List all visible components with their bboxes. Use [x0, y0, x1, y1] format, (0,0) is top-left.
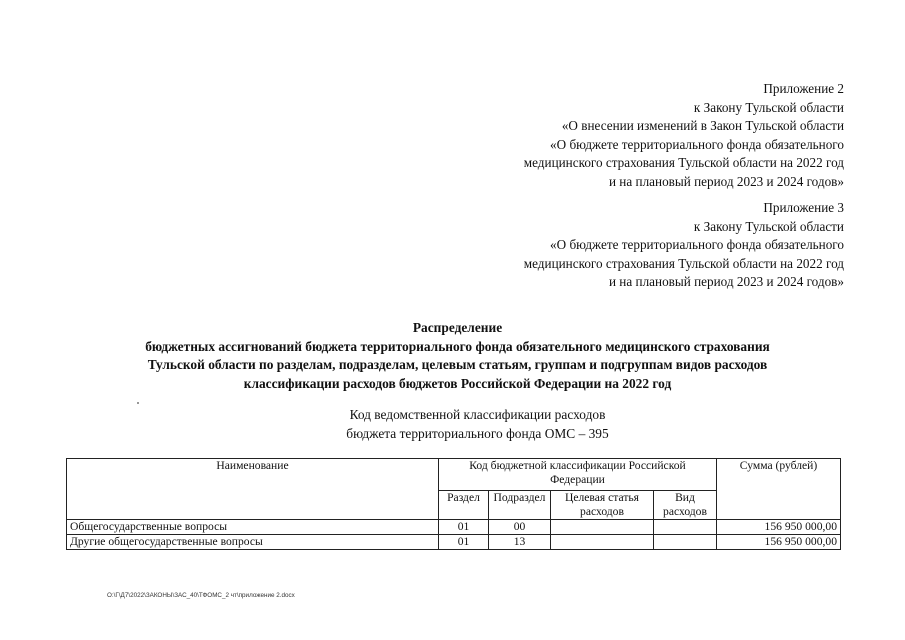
appendix-2-line: «О бюджете территориального фонда обязательного: [550, 136, 844, 152]
appendix-2-line: медицинского страхования Тульской области на 2022 год: [523, 155, 844, 171]
column-header-subsection: Подраздел: [489, 491, 551, 520]
cell-name: Общегосударственные вопросы: [67, 520, 439, 535]
cell-expense-type: [654, 520, 717, 535]
title-line: классификации расходов бюджетов Российской Федерации на 2022 год: [243, 375, 672, 391]
table-row: [67, 535, 841, 550]
department-code-line: Код ведомственной классификации расходов: [349, 407, 606, 422]
department-code-caption: [0, 406, 905, 443]
cell-expense-type: [654, 535, 717, 550]
appendix-2-line: к Закону Тульской области: [693, 99, 844, 115]
column-header-sum: Сумма (рублей): [717, 459, 841, 520]
department-code-line: бюджета территориального фонда ОМС – 395: [346, 425, 609, 441]
document-title: [0, 319, 905, 393]
appendix-3-line: медицинского страхования Тульской области на 2022 год: [523, 255, 844, 271]
cell-sum: 156 950 000,00: [717, 520, 841, 535]
table-row: [67, 520, 841, 535]
appendix-2-header: [524, 80, 844, 192]
table-header-row: [67, 459, 841, 491]
column-header-section: Раздел: [439, 491, 489, 520]
column-header-target-article: Целевая статья расходов: [551, 491, 654, 520]
cell-section: 01: [439, 520, 489, 535]
cell-subsection: 13: [489, 535, 551, 550]
appendix-2-line: «О внесении изменений в Закон Тульской области: [561, 118, 844, 134]
cell-target-article: [551, 535, 654, 550]
cell-name: Другие общегосударственные вопросы: [67, 535, 439, 550]
cell-target-article: [551, 520, 654, 535]
appendix-2-line: Приложение 2: [763, 81, 844, 96]
title-line: Распределение: [412, 320, 503, 335]
appendix-3-line: «О бюджете территориального фонда обязательного: [550, 237, 844, 253]
column-header-expense-type: Вид расходов: [654, 491, 717, 520]
title-line: Тульской области по разделам, подразделам, целевым статьям, группам и подгруппам видов расходов: [147, 357, 768, 372]
appendix-2-line: и на плановый период 2023 и 2024 годов»: [608, 173, 844, 189]
scan-speck: [137, 402, 139, 404]
cell-section: 01: [439, 535, 489, 550]
appendix-3-line: к Закону Тульской области: [693, 218, 844, 234]
column-header-name: Наименование: [67, 459, 439, 520]
budget-table: [66, 458, 841, 550]
file-path-footer: O:\Г\Д7\2022\ЗАКОНЫ\ЗАС_40\ТФОМС_2 чт\приложение 2.docx: [107, 592, 295, 599]
title-line: бюджетных ассигнований бюджета территориального фонда обязательного медицинского страхования: [145, 338, 770, 354]
column-header-code-group: Код бюджетной классификации Российской Федерации: [439, 459, 717, 491]
appendix-3-line: и на плановый период 2023 и 2024 годов»: [608, 274, 844, 290]
appendix-3-line: Приложение 3: [763, 200, 844, 215]
appendix-3-header: [524, 199, 844, 292]
cell-subsection: 00: [489, 520, 551, 535]
cell-sum: 156 950 000,00: [717, 535, 841, 550]
